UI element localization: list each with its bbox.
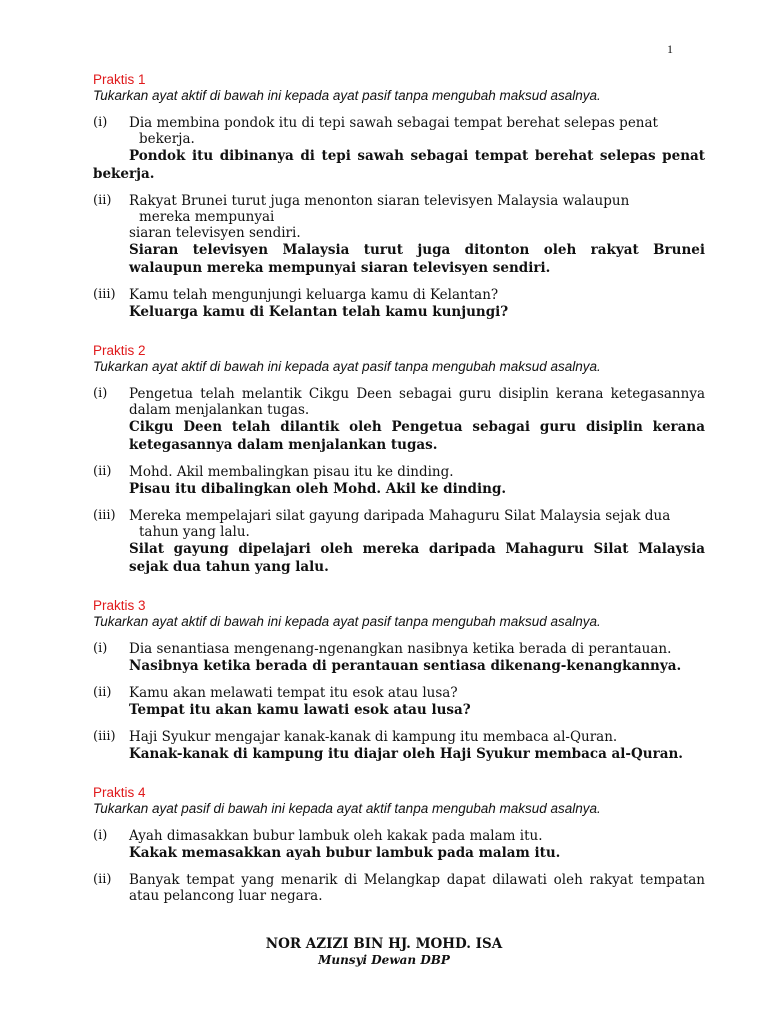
item-number: (ii) <box>93 193 112 208</box>
section-praktis-2 <box>93 343 705 576</box>
item-number: (ii) <box>93 685 112 700</box>
section-instruction: Tukarkan ayat pasif di bawah ini kepada ayat aktif tanpa mengubah maksud asalnya. <box>93 801 601 816</box>
question-text: Ayah dimasakkan bubur lambuk oleh kakak pada malam itu. <box>129 828 543 844</box>
section-instruction: Tukarkan ayat aktif di bawah ini kepada ayat pasif tanpa mengubah maksud asalnya. <box>93 88 601 103</box>
exercise-item <box>93 115 705 183</box>
exercise-item <box>93 287 705 321</box>
page-footer <box>0 936 768 968</box>
document-body <box>93 72 705 926</box>
page-number: 1 <box>667 42 673 56</box>
section-praktis-3 <box>93 598 705 763</box>
exercise-item <box>93 508 705 576</box>
answer-text: Kakak memasakkan ayah bubur lambuk pada malam itu. <box>129 845 561 861</box>
question-text: Banyak tempat yang menarik di Melangkap dapat dilawati oleh rakyat tempatan atau pelancong luar negara. <box>129 872 705 904</box>
item-number: (i) <box>93 828 108 843</box>
exercise-item <box>93 729 705 763</box>
question-text: Pengetua telah melantik Cikgu Deen sebagai guru disiplin kerana ketegasannya dalam menjalankan tugas. <box>129 386 705 418</box>
item-number: (i) <box>93 386 108 401</box>
section-title: Praktis 4 <box>93 785 146 800</box>
answer-text: Keluarga kamu di Kelantan telah kamu kunjungi? <box>129 304 509 320</box>
section-instruction: Tukarkan ayat aktif di bawah ini kepada ayat pasif tanpa mengubah maksud asalnya. <box>93 614 601 629</box>
section-praktis-4 <box>93 785 705 904</box>
exercise-item <box>93 464 705 498</box>
exercise-item <box>93 641 705 675</box>
question-text: Mohd. Akil membalingkan pisau itu ke dinding. <box>129 464 454 480</box>
exercise-item <box>93 685 705 719</box>
question-text: Dia senantiasa mengenang-ngenangkan nasibnya ketika berada di perantauan. <box>129 641 672 657</box>
answer-text: Siaran televisyen Malaysia turut juga ditonton oleh rakyat Brunei walaupun mereka mempunyai siaran televisyen sendiri. <box>129 242 705 276</box>
answer-text: Tempat itu akan kamu lawati esok atau lusa? <box>129 702 471 718</box>
item-number: (i) <box>93 641 108 656</box>
section-instruction: Tukarkan ayat aktif di bawah ini kepada ayat pasif tanpa mengubah maksud asalnya. <box>93 359 601 374</box>
question-text: Kamu akan melawati tempat itu esok atau lusa? <box>129 685 458 701</box>
question-text: Rakyat Brunei turut juga menonton siaran televisyen Malaysia walaupun mereka mempunyai siaran televisyen sendiri. <box>129 193 630 241</box>
question-text: Haji Syukur mengajar kanak-kanak di kampung itu membaca al-Quran. <box>129 729 618 745</box>
question-text: Kamu telah mengunjungi keluarga kamu di Kelantan? <box>129 287 499 303</box>
item-number: (iii) <box>93 508 116 523</box>
exercise-item <box>93 386 705 454</box>
exercise-item <box>93 828 705 862</box>
item-number: (iii) <box>93 287 116 302</box>
item-number: (i) <box>93 115 108 130</box>
section-title: Praktis 2 <box>93 343 146 358</box>
author-name: NOR AZIZI BIN HJ. MOHD. ISA <box>265 936 503 952</box>
item-number: (iii) <box>93 729 116 744</box>
section-praktis-1 <box>93 72 705 321</box>
answer-text: Cikgu Deen telah dilantik oleh Pengetua sebagai guru disiplin kerana ketegasannya dalam menjalankan tugas. <box>129 419 705 453</box>
item-number: (ii) <box>93 464 112 479</box>
question-text: Dia membina pondok itu di tepi sawah sebagai tempat berehat selepas penat bekerja. <box>129 115 658 147</box>
answer-text: Kanak-kanak di kampung itu diajar oleh Haji Syukur membaca al-Quran. <box>129 746 683 762</box>
author-role: Munsyi Dewan DBP <box>318 953 450 967</box>
question-text: Mereka mempelajari silat gayung daripada Mahaguru Silat Malaysia sejak dua tahun yang lalu. <box>129 508 671 540</box>
answer-text: Pisau itu dibalingkan oleh Mohd. Akil ke dinding. <box>129 481 507 497</box>
answer-text: Silat gayung dipelajari oleh mereka daripada Mahaguru Silat Malaysia sejak dua tahun yang lalu. <box>129 541 705 575</box>
exercise-item <box>93 872 705 904</box>
exercise-item <box>93 193 705 277</box>
section-title: Praktis 1 <box>93 72 146 87</box>
item-number: (ii) <box>93 872 112 887</box>
answer-text: Nasibnya ketika berada di perantauan sentiasa dikenang-kenangkannya. <box>129 658 682 674</box>
answer-text: Pondok itu dibinanya di tepi sawah sebagai tempat berehat selepas penat bekerja. <box>93 148 705 182</box>
section-title: Praktis 3 <box>93 598 146 613</box>
